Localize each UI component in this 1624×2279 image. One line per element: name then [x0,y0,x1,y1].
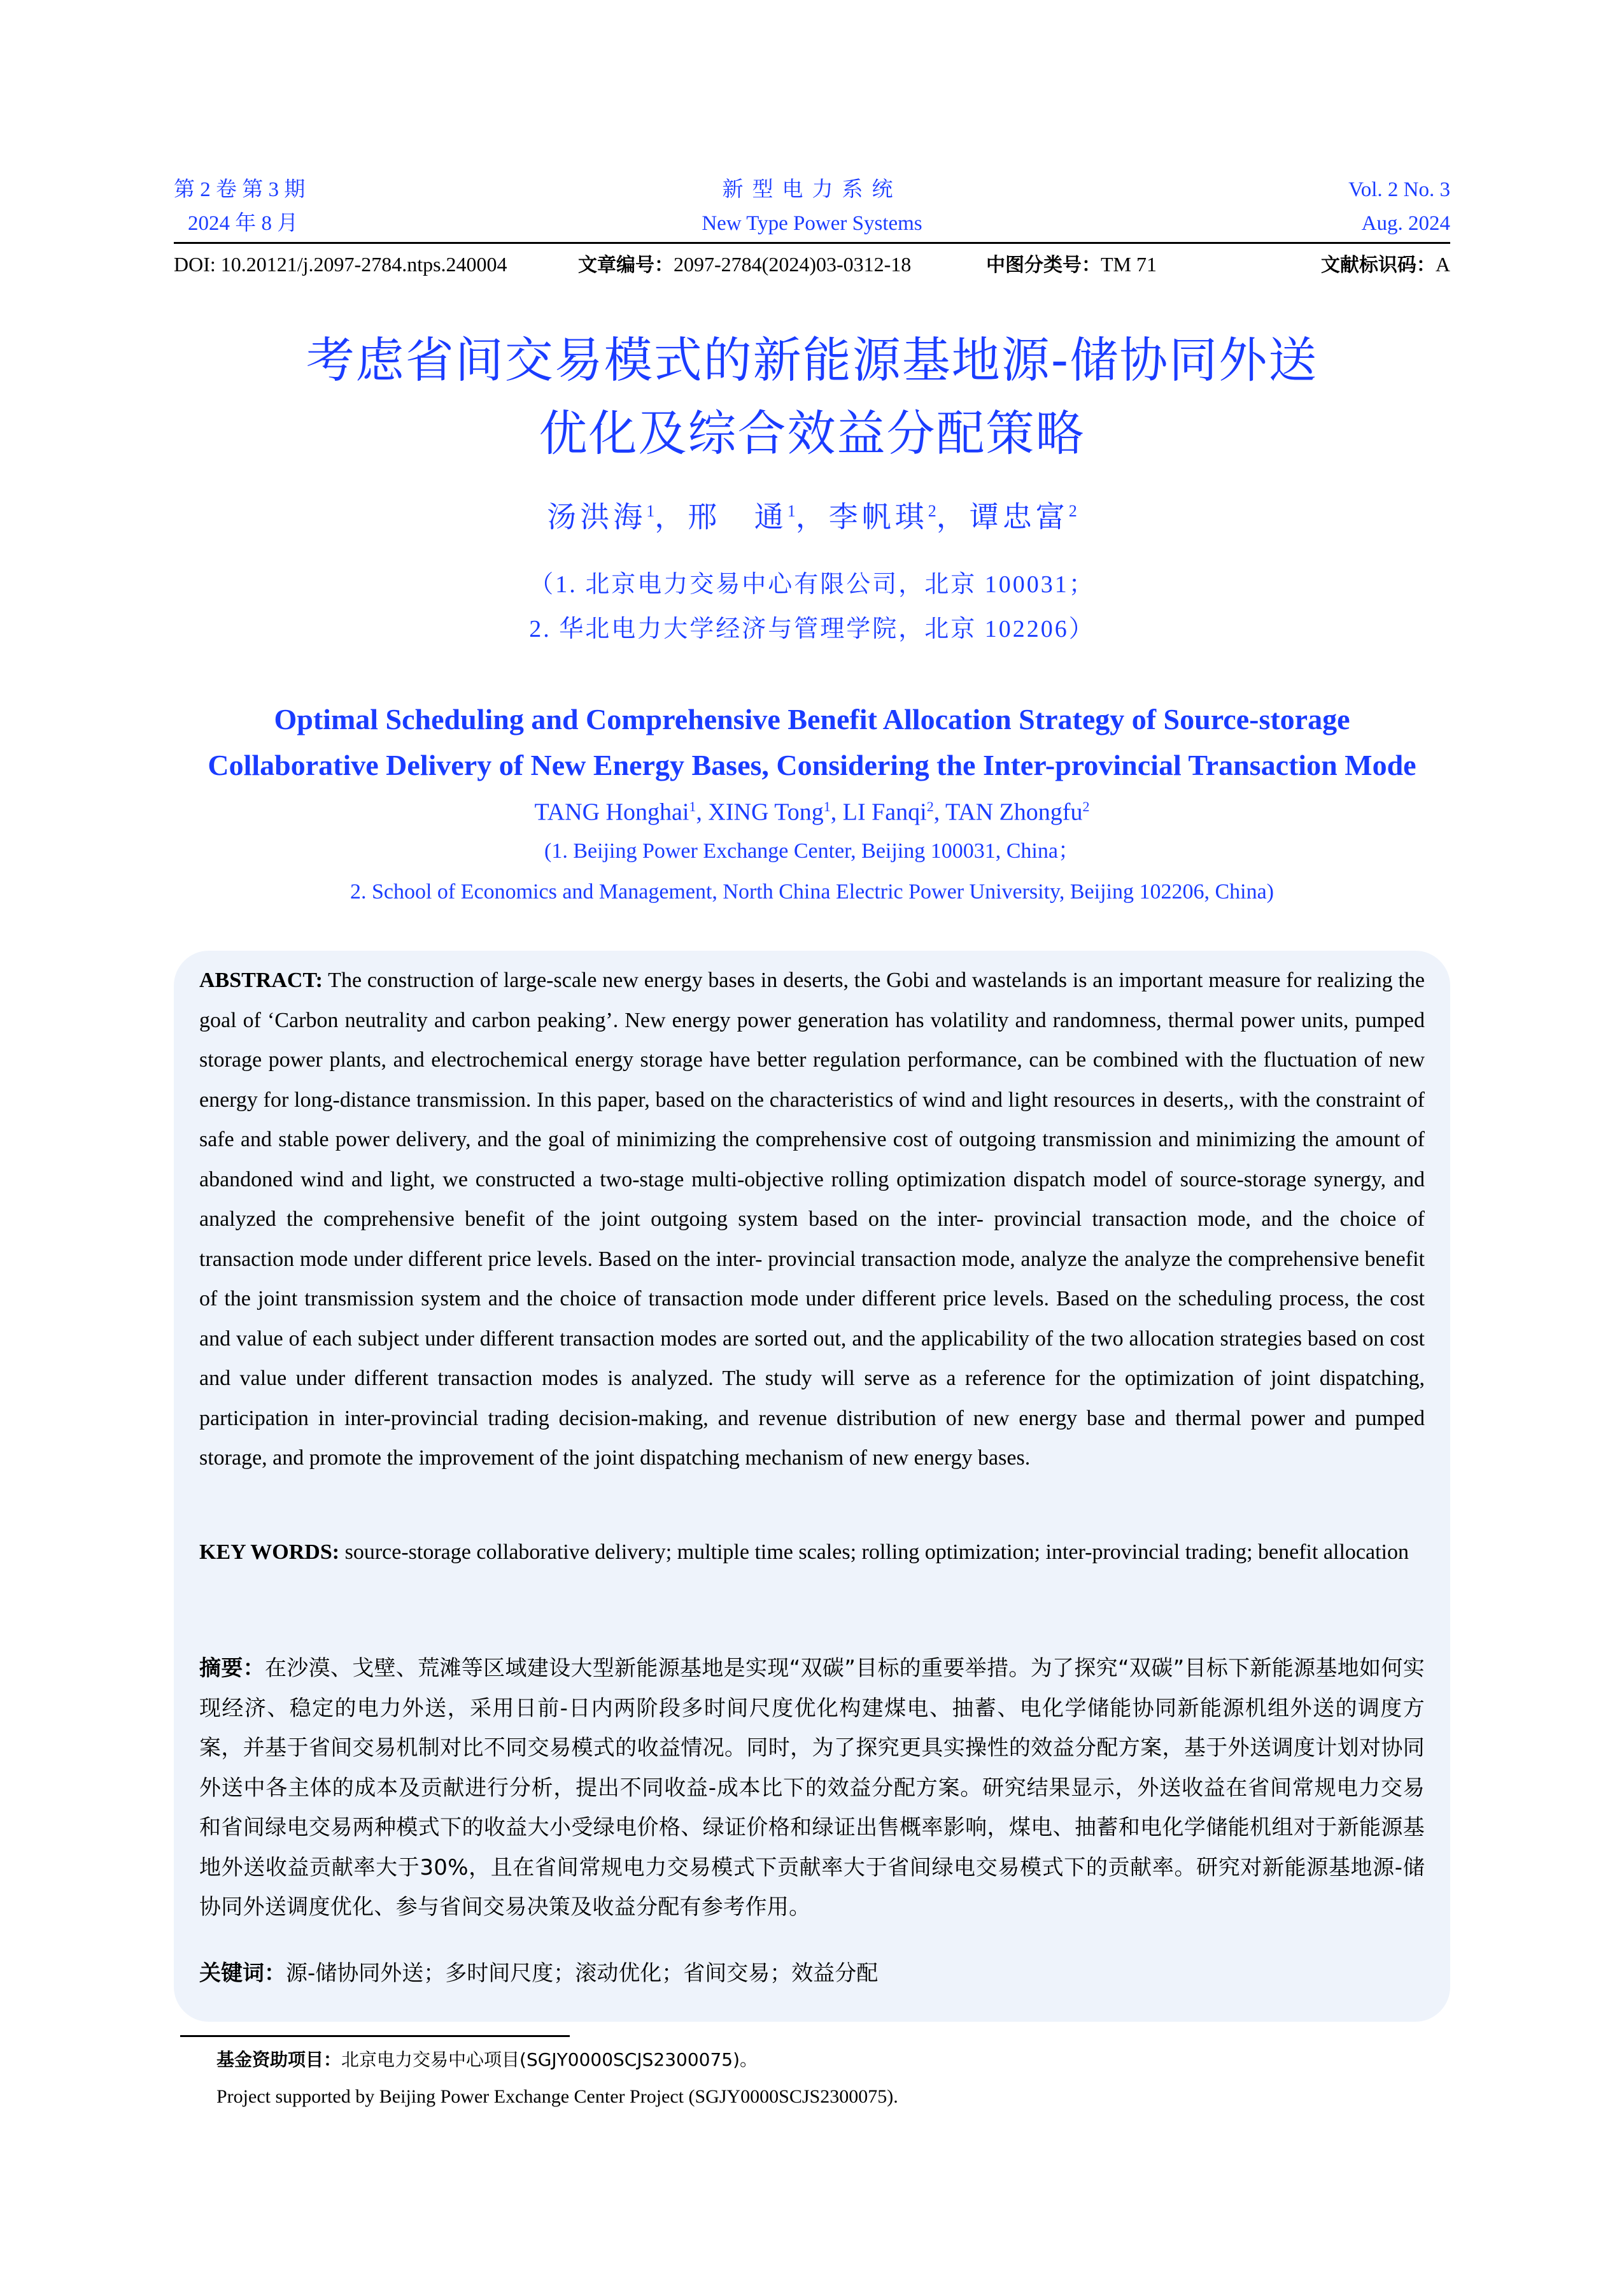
keywords-en [199,1533,1425,1572]
author-affil-mark: 2 [926,799,934,814]
author-en: LI Fanqi [842,799,927,826]
issue-info-en [1348,173,1450,241]
keywords-en-body: source-storage collaborative delivery; multiple time scales; rolling optimization; inter-provincial trading; benefit allocation [344,1540,1409,1564]
doi[interactable]: DOI: 10.20121/j.2097-2784.ntps.240004 [174,253,507,276]
author-separator: , [696,799,709,826]
title-cn-line2: 优化及综合效益分配策略 [539,405,1085,462]
author-separator: ， [795,501,829,534]
article-number-label: 文章编号： [578,254,674,276]
journal-name-cn: 新型电力系统 [722,178,902,201]
affiliation-en-1: (1. Beijing Power Exchange Center, Beijing 100031, China； [544,839,1080,863]
journal-name [174,173,1450,241]
volume-issue: 第 2 卷 第 3 期 [174,178,306,201]
abstract-en [199,961,1425,1479]
article-number-value: 2097-2784(2024)03-0312-18 [674,253,912,276]
journal-name-en: New Type Power Systems [702,212,922,235]
author-cn: 邢 通 [688,501,787,534]
author-affil-mark: 1 [689,799,696,814]
author-separator: , [933,799,946,826]
abstract-panel [174,951,1450,2022]
header-divider [174,242,1450,244]
keywords-en-label: KEY WORDS: [199,1540,340,1564]
author-cn: 李帆琪 [828,501,928,534]
author-separator: ， [936,501,970,534]
title-en-line2: Collaborative Delivery of New Energy Bases, Considering the Inter-provincial Transaction Mode [208,749,1416,781]
funding-note-cn [216,2045,758,2075]
clc-number-value: TM 71 [1101,253,1157,276]
author-separator: ， [654,501,688,534]
document-code-label: 文献标识码： [1320,254,1436,276]
author-en: TANG Honghai [534,799,689,826]
author-affil-mark: 1 [646,502,655,520]
affiliation-cn-1: （1. 北京电力交易中心有限公司，北京 100031； [529,571,1095,598]
document-code-value: A [1435,253,1450,276]
author-affil-mark: 2 [1068,502,1077,520]
affiliation-cn-2: 2. 华北电力大学经济与管理学院，北京 102206） [529,616,1095,643]
funding-note-en: Project supported by Beijing Power Exchange Center Project (SGJY0000SCJS2300075). [216,2086,898,2107]
abstract-en-body: The construction of large-scale new energy bases in deserts, the Gobi and wastelands is an important measure for realizing the goal of ‘Carbon neutrality and carbon peaking’. New energy power generation has volatility and randomness, thermal power units, pumped storage power plants, and electrochemical energy storage have better regulation performance, can be combined with the fluctuation of new energy for long-distance transmission. In this paper, based on the characteristics of wind and light resources in deserts,, with the constraint of safe and stable power delivery, and the goal of minimizing the comprehensive cost of outgoing transmission and minimizing the amount of abandoned wind and light, we constructed a two-stage multi-objective rolling optimization dispatch model of source-storage synergy, and analyzed the comprehensive benefit of the joint outgoing system based on the inter- provincial transaction mode, and the choice of transaction mode under different price levels. Based on the inter- provincial transaction mode, analyze the analyze the comprehensive benefit of the joint transmission system and the choice of transaction mode under different price levels. Based on the scheduling process, the cost and value of each subject under different transaction modes are sorted out, and the applicability of the two allocation strategies based on cost and value under different transaction modes is analyzed. The study will serve as a reference for the optimization of joint dispatching, participation in inter-provincial trading decision-making, and revenue distribution of new energy base and thermal power and pumped storage, and promote the improvement of the joint dispatching mechanism of new energy bases. [199,969,1425,1470]
clc-number [986,250,1157,280]
author-cn: 汤洪海 [547,501,647,534]
abstract-cn [199,1649,1425,1928]
abstract-cn-label: 摘要： [199,1656,265,1681]
abstract-cn-body: 在沙漠、戈壁、荒滩等区域建设大型新能源基地是实现“双碳”目标的重要举措。为了探究“双碳”目标下新能源基地如何实现经济、稳定的电力外送，采用日前-日内两阶段多时间尺度优化构建煤电、抽蓄、电化学储能协同新能源机组外送的调度方案，并基于省间交易机制对比不同交易模式的收益情况。同时，为了探究更具实操性的效益分配方案，基于外送调度计划对协同外送中各主体的成本及贡献进行分析，提出不同收益-成本比下的效益分配方案。研究结果显示，外送收益在省间常规电力交易和省间绿电交易两种模式下的收益大小受绿电价格、绿证价格和绿证出售概率影响，煤电、抽蓄和电化学储能机组对于新能源基地外送收益贡献率大于30%，且在省间常规电力交易模式下贡献率大于省间绿电交易模式下的贡献率。研究对新能源基地源-储协同外送调度优化、参与省间交易决策及收益分配有参考作用。 [199,1656,1425,1920]
title-cn-line1: 考虑省间交易模式的新能源基地源-储协同外送 [306,332,1318,388]
article-meta [174,250,1450,279]
clc-number-label: 中图分类号： [986,254,1101,276]
author-affil-mark: 2 [1082,799,1090,814]
keywords-cn [199,1954,1425,1993]
abstract-en-label: ABSTRACT: [199,969,323,992]
issue-date-en: Aug. 2024 [1361,212,1450,235]
keywords-cn-body: 源-储协同外送；多时间尺度；滚动优化；省间交易；效益分配 [286,1961,879,1986]
journal-header [174,173,1450,241]
author-affil-mark: 2 [928,502,936,520]
volume-issue-en: Vol. 2 No. 3 [1348,178,1450,201]
funding-label: 基金资助项目： [216,2049,342,2070]
keywords-cn-label: 关键词： [199,1961,286,1986]
authors-cn [0,489,1624,539]
author-en: TAN Zhongfu [945,799,1083,826]
issue-date-cn: 2024 年 8 月 [188,212,299,235]
author-affil-mark: 1 [823,799,831,814]
footnote-divider [180,2035,570,2037]
title-en-line1: Optimal Scheduling and Comprehensive Benefit Allocation Strategy of Source-storage [274,703,1350,735]
affiliation-en-2: 2. School of Economics and Management, North China Electric Power University, Beijing 102206, China) [350,880,1274,904]
authors-en [0,788,1624,832]
author-separator: , [830,799,843,826]
document-code [1321,250,1450,280]
author-en: XING Tong [708,799,824,826]
author-cn: 谭忠富 [969,501,1069,534]
author-affil-mark: 1 [787,502,796,520]
funding-text-cn: 北京电力交易中心项目(SGJY0000SCJS2300075)。 [341,2049,758,2070]
article-number [578,250,911,280]
